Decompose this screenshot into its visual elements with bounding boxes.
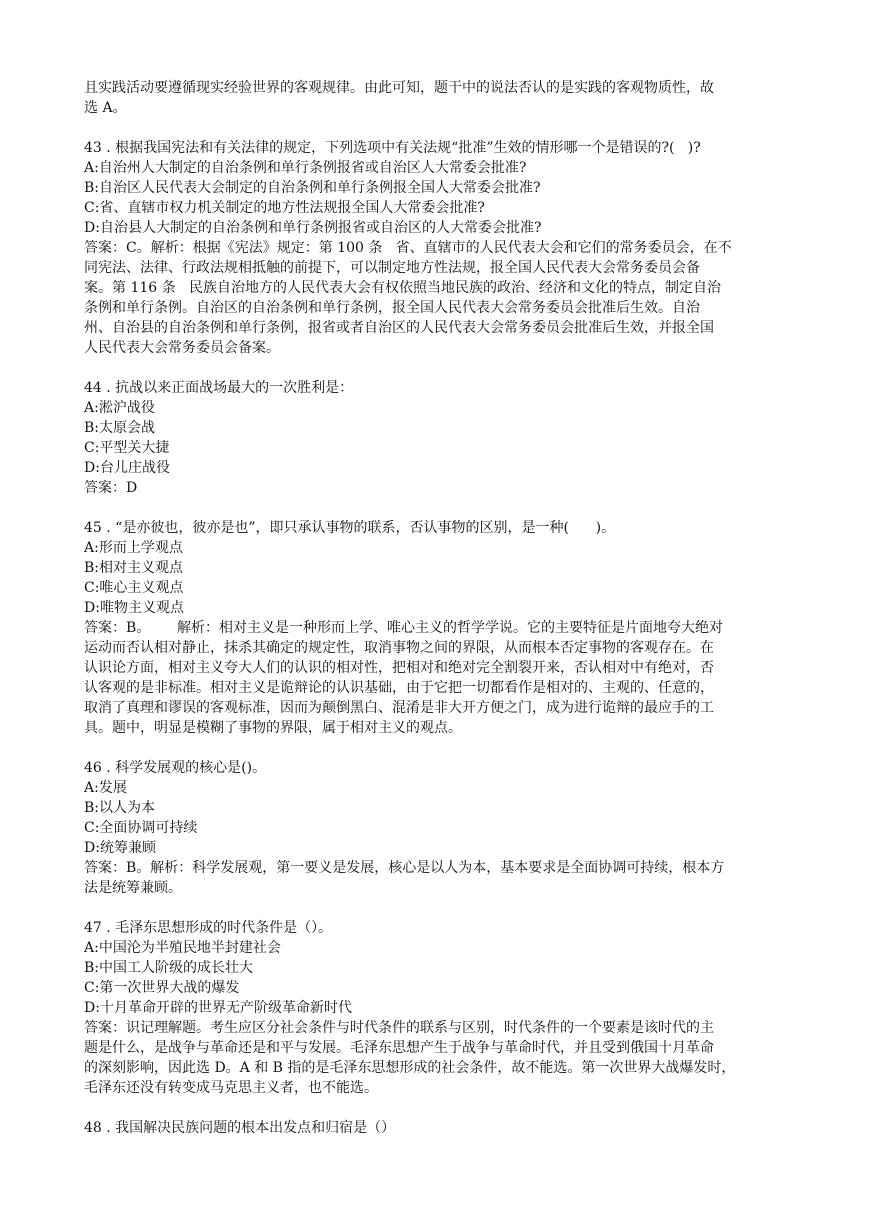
- question-stem: 46 . 科学发展观的核心是()。: [84, 760, 267, 776]
- option-c: C:第一次世界大战的爆发: [84, 980, 240, 996]
- answer-line: 法是统筹兼顾。: [84, 880, 182, 896]
- option-d: D:十月革命开辟的世界无产阶级革命新时代: [84, 1000, 352, 1016]
- text-line: 且实践活动要遵循现实经验世界的客观规律。由此可知，题干中的说法否认的是实践的客观物质性，故: [84, 80, 714, 96]
- option-c: C:唯心主义观点: [84, 580, 184, 596]
- option-b: B:自治区人民代表大会制定的自治条例和单行条例报全国人大常委会批准?: [84, 180, 541, 196]
- option-c: C:省、直辖市权力机关制定的地方性法规报全国人大常委会批准?: [84, 200, 485, 216]
- answer-line: 答案：识记理解题。考生应区分社会条件与时代条件的联系与区别，时代条件的一个要素是该时代的主: [84, 1020, 714, 1036]
- paragraph-gap: [84, 1098, 784, 1118]
- paragraph-gap: [84, 898, 784, 918]
- question-43: [84, 138, 784, 358]
- option-a: A:自治州人大制定的自治条例和单行条例报省或自治区人大常委会批准?: [84, 160, 527, 176]
- option-a: A:发展: [84, 780, 127, 796]
- intro-paragraph: [84, 78, 784, 118]
- question-stem: 45 . “是亦彼也，彼亦是也”，即只承认事物的联系，否认事物的区别，是一种( )。: [84, 520, 616, 536]
- question-stem: 43 . 根据我国宪法和有关法律的规定，下列选项中有关法规“批准”生效的情形哪一个是错误的?( )?: [84, 140, 701, 156]
- answer-line: 取消了真理和谬误的客观标准，因而为颠倒黑白、混淆是非大开方便之门，成为进行诡辩的最应手的工: [84, 700, 714, 716]
- option-d: D:自治县人大制定的自治条例和单行条例报省或自治区的人大常委会批准?: [84, 220, 542, 236]
- answer-line: 案。第 116 条 民族自治地方的人民代表大会有权依照当地民族的政治、经济和文化的特点，制定自治: [84, 280, 721, 296]
- answer-line: 条例和单行条例。自治区的自治条例和单行条例，报全国人民代表大会常务委员会批准后生效。自治: [84, 300, 700, 316]
- question-stem: 44 . 抗战以来正面战场最大的一次胜利是：: [84, 380, 354, 396]
- question-48: [84, 1118, 784, 1138]
- answer-line: 毛泽东还没有转变成马克思主义者，也不能选。: [84, 1080, 378, 1096]
- option-d: D:统筹兼顾: [84, 840, 156, 856]
- question-stem: 48 . 我国解决民族问题的根本出发点和归宿是（）: [84, 1120, 396, 1136]
- answer-line: 同宪法、法律、行政法规相抵触的前提下，可以制定地方性法规，报全国人民代表大会常务委员会备: [84, 260, 700, 276]
- option-b: B:相对主义观点: [84, 560, 184, 576]
- paragraph-gap: [84, 118, 784, 138]
- answer-line: 认识论方面，相对主义夸大人们的认识的相对性，把相对和绝对完全割裂开来，否认相对中有绝对，否: [84, 660, 714, 676]
- option-b: B:中国工人阶级的成长壮大: [84, 960, 254, 976]
- option-a: A:淞沪战役: [84, 400, 155, 416]
- question-45: [84, 518, 784, 738]
- answer-line: 州、自治县的自治条例和单行条例，报省或者自治区的人民代表大会常务委员会批准后生效，并报全国: [84, 320, 714, 336]
- option-b: B:太原会战: [84, 420, 156, 436]
- answer-line: 的深刻影响，因此选 D。A 和 B 指的是毛泽东思想形成的社会条件，故不能选。第一次世界大战爆发时，: [84, 1060, 736, 1076]
- text-line: 选 A。: [84, 100, 127, 116]
- option-a: A:形而上学观点: [84, 540, 183, 556]
- option-a: A:中国沦为半殖民地半封建社会: [84, 940, 281, 956]
- paragraph-gap: [84, 738, 784, 758]
- option-d: D:唯物主义观点: [84, 600, 184, 616]
- option-c: C:全面协调可持续: [84, 820, 198, 836]
- answer-line: 认客观的是非标准。相对主义是诡辩论的认识基础，由于它把一切都看作是相对的、主观的、任意的，: [84, 680, 714, 696]
- answer-line: 答案：D: [84, 480, 138, 496]
- document-page: [84, 78, 784, 1138]
- answer-line: 答案：B。 解析：相对主义是一种形而上学、唯心主义的哲学学说。它的主要特征是片面地夸大绝对: [84, 620, 723, 636]
- paragraph-gap: [84, 358, 784, 378]
- answer-line: 具。题中，明显是模糊了事物的界限，属于相对主义的观点。: [84, 720, 462, 736]
- question-stem: 47 . 毛泽东思想形成的时代条件是（）。: [84, 920, 333, 936]
- paragraph-gap: [84, 498, 784, 518]
- answer-line: 答案：C。解析：根据《宪法》规定：第 100 条 省、直辖市的人民代表大会和它们的常务委员会，在不: [84, 240, 732, 256]
- option-d: D:台儿庄战役: [84, 460, 170, 476]
- answer-line: 运动而否认相对静止，抹杀其确定的规定性，取消事物之间的界限，从而根本否定事物的客观存在。在: [84, 640, 714, 656]
- question-44: [84, 378, 784, 498]
- answer-line: 人民代表大会常务委员会备案。: [84, 340, 280, 356]
- option-c: C:平型关大捷: [84, 440, 170, 456]
- question-47: [84, 918, 784, 1098]
- answer-line: 答案：B。解析：科学发展观，第一要义是发展，核心是以人为本，基本要求是全面协调可持续，根本方: [84, 860, 725, 876]
- question-46: [84, 758, 784, 898]
- answer-line: 题是什么，是战争与革命还是和平与发展。毛泽东思想产生于战争与革命时代，并且受到俄国十月革命: [84, 1040, 714, 1056]
- option-b: B:以人为本: [84, 800, 156, 816]
